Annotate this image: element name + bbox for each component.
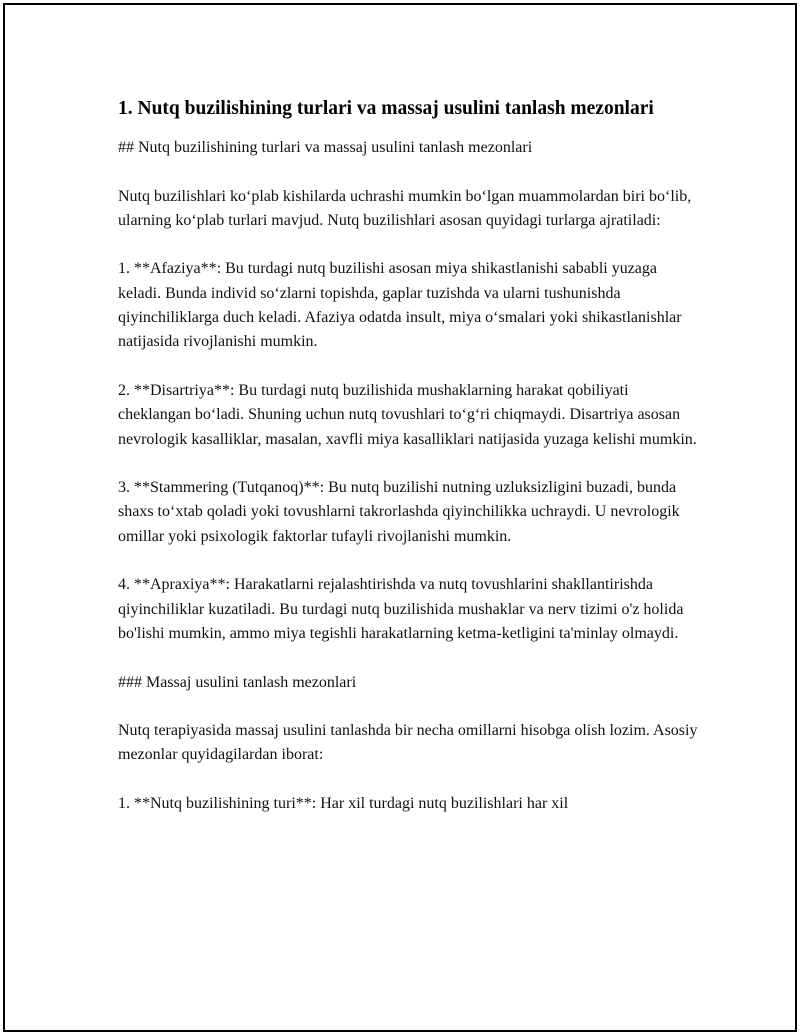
document-title: 1. Nutq buzilishining turlari va massaj usulini tanlash mezonlari xyxy=(118,98,654,119)
criteria-intro-paragraph: Nutq terapiyasida massaj usulini tanlashda bir necha omillarni hisobga olish lozim. Asosiy mezonlar quyidagilardan iborat: xyxy=(118,722,698,764)
subsection-heading-markdown: ### Massaj usulini tanlash mezonlari xyxy=(118,673,357,691)
list-item-afaziya: 1. **Afaziya**: Bu turdagi nutq buzilishi asosan miya shikastlanishi sababli yuzaga keladi. Bunda individ soʻzlarni topishda, gaplar tuzishda va ularni tushunishda qiyinchiliklarga duch keladi. Afaziya odatda insult, miya oʻsmalari yoki shikastlanishlar natijasida rivojlanishi mumkin. xyxy=(118,260,682,351)
list-item-stammering: 3. **Stammering (Tutqanoq)**: Bu nutq buzilishi nutning uzluksizligini buzadi, bunda shaxs toʻxtab qoladi yoki tovushlarni takrorlashda qiyinchilikka uchraydi. U nevrologik omillar yoki psixologik faktorlar tufayli rivojlanishi mumkin. xyxy=(118,479,680,545)
list-item-disartriya: 2. **Disartriya**: Bu turdagi nutq buzilishida mushaklarning harakat qobiliyati cheklangan boʻladi. Shuning uchun nutq tovushlari toʻgʻri chiqmaydi. Disartriya asosan nevrologik kasalliklar, masalan, xavfli miya kasalliklari natijasida yuzaga kelishi mumkin. xyxy=(118,381,697,448)
document-body xyxy=(118,96,698,841)
intro-paragraph: Nutq buzilishlari koʻplab kishilarda uchrashi mumkin boʻlgan muammolardan biri boʻlib, ularning koʻplab turlari mavjud. Nutq buzilishlari asosan quyidagi turlarga ajratiladi: xyxy=(118,187,692,229)
section-heading-markdown: ## Nutq buzilishining turlari va massaj usulini tanlash mezonlari xyxy=(118,139,533,156)
criteria-item-1: 1. **Nutq buzilishining turi**: Har xil turdagi nutq buzilishlari har xil xyxy=(118,795,569,813)
list-item-apraxiya: 4. **Apraxiya**: Harakatlarni rejalashtirishda va nutq tovushlarini shakllantirishda qiyinchiliklar kuzatiladi. Bu turdagi nutq buzilishida mushaklar va nerv tizimi o'z holida bo'lishi mumkin, ammo miya tegishli harakatlarning ketma-ketligini ta'minlay olmaydi. xyxy=(118,576,684,642)
